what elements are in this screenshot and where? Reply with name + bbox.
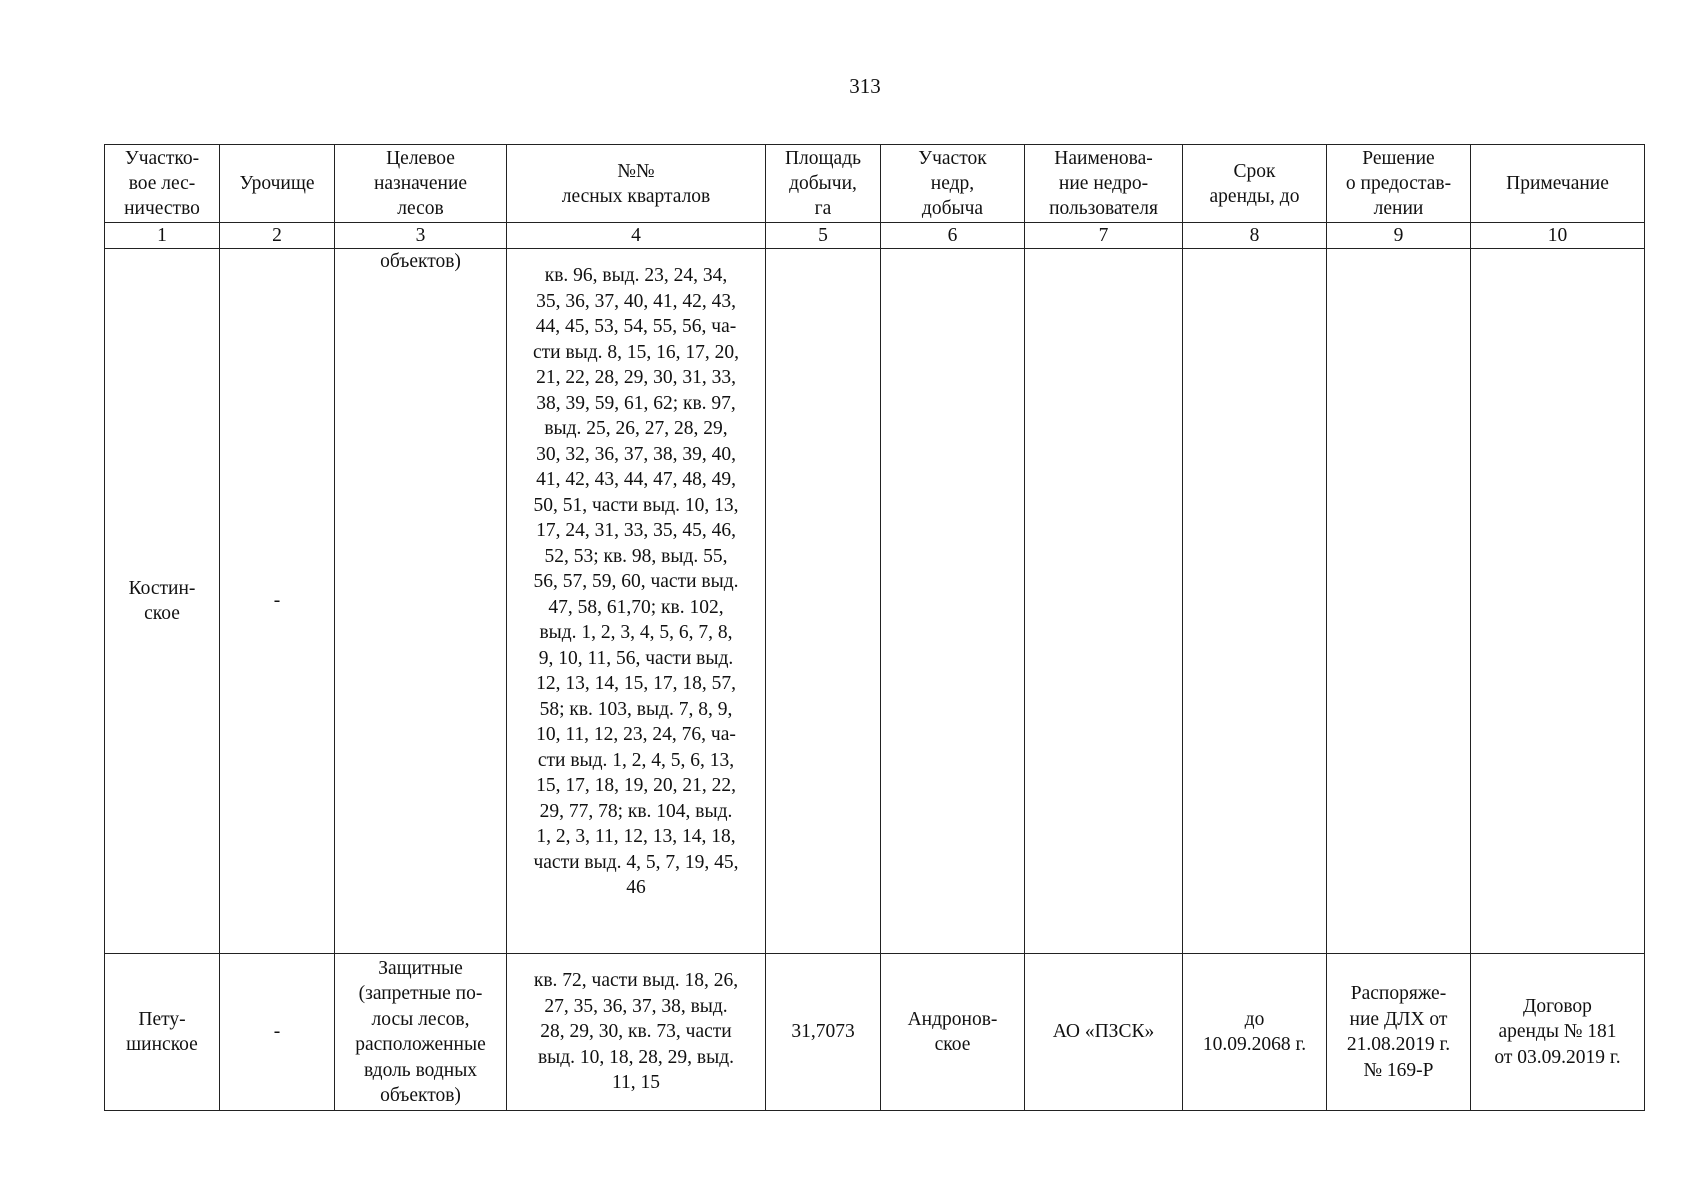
column-number: 1 [105,223,220,249]
forestry-cell: Пету- шинское [105,954,220,1111]
header-cell-tract: Урочище [220,145,335,223]
header-cell-user: Наименова- ние недро- пользователя [1025,145,1183,223]
decision-cell: Распоряже- ние ДЛХ от 21.08.2019 г. № 169-Р [1327,954,1471,1111]
column-number: 9 [1327,223,1471,249]
forestry-cell: Костин- ское [105,249,220,954]
column-number: 5 [766,223,881,249]
note-cell [1471,249,1645,954]
column-number: 10 [1471,223,1645,249]
tract-cell: - [220,249,335,954]
subsoil-cell [881,249,1025,954]
quarters-cell: кв. 96, выд. 23, 24, 34, 35, 36, 37, 40, 41, 42, 43, 44, 45, 53, 54, 55, 56, ча- сти выд. 8, 15, 16, 17, 20, 21, 22, 28, 29, 30, 31, 33, 38, 39, 59, 61, 62; кв. 97, выд. 25, 26, 27, 28, 29, 30, 32, 36, 37, 38, 39, 40, 41, 42, 43, 44, 47, 48, 49, 50, 51, части выд. 10, 13, 17, 24, 31, 33, 35, 45, 46, 52, 53; кв. 98, выд. 55, 56, 57, 59, 60, части выд. 47, 58, 61,70; кв. 102, выд. 1, 2, 3, 4, 5, 6, 7, 8, 9, 10, 11, 56, части выд. 12, 13, 14, 15, 17, 18, 57, 58; кв. 103, выд. 7, 8, 9, 10, 11, 12, 23, 24, 76, ча- сти выд. 1, 2, 4, 5, 6, 13, 15, 17, 18, 19, 20, 21, 22, 29, 77, 78; кв. 104, выд. 1, 2, 3, 11, 12, 13, 14, 18, части выд. 4, 5, 7, 19, 45, 46 [507,249,766,954]
table-header-row [105,145,1645,223]
column-number: 8 [1183,223,1327,249]
purpose-cell: объектов) [335,249,507,954]
header-cell-forestry: Участко- вое лес- ничество [105,145,220,223]
header-cell-note: Примечание [1471,145,1645,223]
area-cell [766,249,881,954]
column-number: 4 [507,223,766,249]
subsoil-cell: Андронов- ское [881,954,1025,1111]
user-cell: АО «ПЗСК» [1025,954,1183,1111]
forest-plots-table [104,144,1645,1111]
quarters-cell: кв. 72, части выд. 18, 26, 27, 35, 36, 37, 38, выд. 28, 29, 30, кв. 73, части выд. 10, 18, 28, 29, выд. 11, 15 [507,954,766,1111]
column-number: 7 [1025,223,1183,249]
term-cell [1183,249,1327,954]
user-cell [1025,249,1183,954]
column-number: 6 [881,223,1025,249]
header-cell-term: Срок аренды, до [1183,145,1327,223]
column-number: 2 [220,223,335,249]
table-row [105,954,1645,1111]
purpose-cell: Защитные (запретные по- лосы лесов, расположенные вдоль водных объектов) [335,954,507,1111]
column-number-row [105,223,1645,249]
header-cell-decision: Решение о предостав- лении [1327,145,1471,223]
page-number: 313 [849,74,881,98]
decision-cell [1327,249,1471,954]
header-cell-purpose: Целевое назначение лесов [335,145,507,223]
area-cell: 31,7073 [766,954,881,1111]
column-number: 3 [335,223,507,249]
note-cell: Договор аренды № 181 от 03.09.2019 г. [1471,954,1645,1111]
header-cell-quarters: №№ лесных кварталов [507,145,766,223]
tract-cell: - [220,954,335,1111]
header-cell-subsoil: Участок недр, добыча [881,145,1025,223]
table-row [105,249,1645,954]
term-cell: до 10.09.2068 г. [1183,954,1327,1111]
header-cell-area: Площадь добычи, га [766,145,881,223]
